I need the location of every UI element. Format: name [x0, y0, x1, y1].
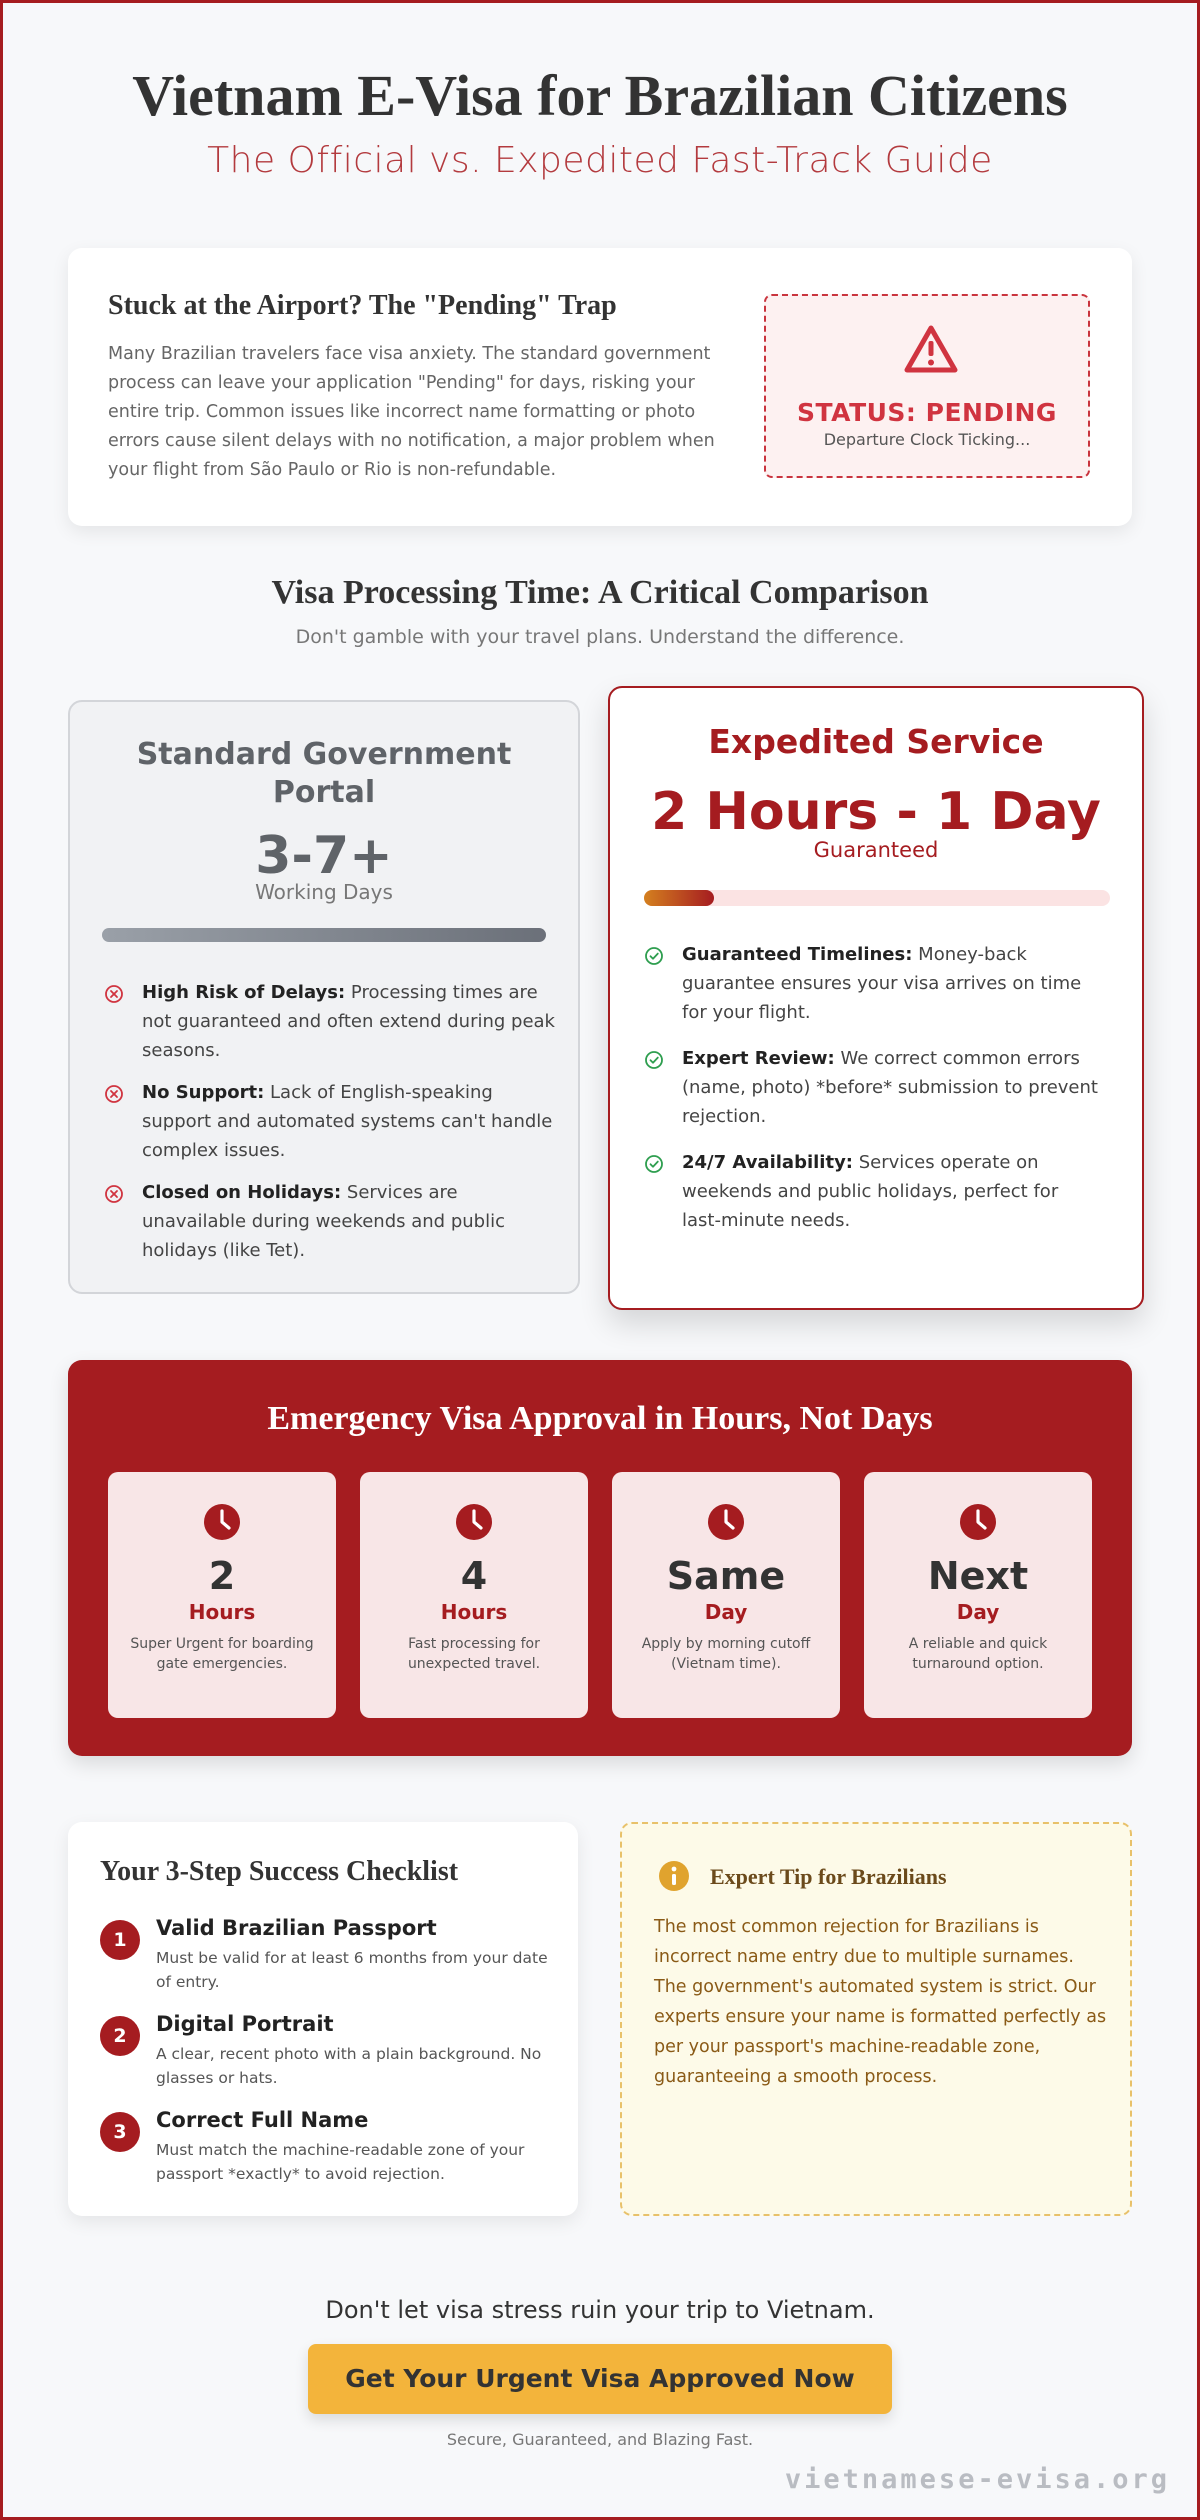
- expedited-item-bold: 24/7 Availability:: [682, 1152, 853, 1173]
- check-circle-icon: [644, 946, 664, 966]
- pending-trap-card: [68, 248, 1132, 526]
- timing-tile: [108, 1472, 336, 1718]
- tile-description: A reliable and quick turnaround option.: [908, 1636, 1048, 1672]
- clock-icon: [202, 1502, 242, 1542]
- tile-number: Same: [666, 1554, 786, 1598]
- tile-label: Hours: [188, 1600, 256, 1624]
- timing-tile: [612, 1472, 840, 1718]
- standard-item-text: Services are unavailable during weekends and public holidays (like Tet).: [142, 1182, 505, 1261]
- emergency-title: Emergency Visa Approval in Hours, Not Days: [267, 1400, 933, 1437]
- expedited-item-text: Services operate on weekends and public holidays, perfect for last-minute needs.: [682, 1152, 1059, 1231]
- expedited-item-bold: Guaranteed Timelines:: [682, 944, 913, 965]
- step-title: Digital Portrait: [156, 2012, 334, 2036]
- comparison-title: Visa Processing Time: A Critical Comparison: [271, 574, 929, 611]
- expedited-item-bold: Expert Review:: [682, 1048, 835, 1069]
- step-number-badge: 3: [100, 2112, 140, 2152]
- clock-icon: [706, 1502, 746, 1542]
- standard-item-bold: High Risk of Delays:: [142, 982, 346, 1003]
- expedited-title: Expedited Service: [708, 722, 1044, 761]
- trap-title: Stuck at the Airport? The "Pending" Trap: [108, 290, 617, 321]
- tile-description: Super Urgent for boarding gate emergencies.: [130, 1636, 314, 1672]
- brand-watermark: vietnamese-evisa.org: [784, 2464, 1170, 2495]
- standard-item-bold: Closed on Holidays:: [142, 1182, 342, 1203]
- standard-item-bold: No Support:: [142, 1082, 265, 1103]
- tile-description: Apply by morning cutoff (Vietnam time).: [641, 1636, 811, 1672]
- tile-description: Fast processing for unexpected travel.: [407, 1636, 541, 1672]
- standard-item-text: Lack of English-speaking support and automated systems can't handle complex issues.: [142, 1082, 553, 1161]
- clock-icon: [454, 1502, 494, 1542]
- expedited-unit: Guaranteed: [813, 838, 939, 862]
- step-description: Must be valid for at least 6 months from your date of entry.: [156, 1949, 548, 1991]
- clock-icon: [958, 1502, 998, 1542]
- expedited-time: 2 Hours - 1 Day: [651, 782, 1101, 842]
- timing-tile: [864, 1472, 1092, 1718]
- standard-progress-bar: [102, 928, 546, 942]
- tile-label: Day: [956, 1600, 1000, 1624]
- get-urgent-visa-button[interactable]: Get Your Urgent Visa Approved Now: [308, 2344, 892, 2414]
- emergency-approval-section: [68, 1360, 1132, 1756]
- tile-number: 2: [208, 1554, 236, 1598]
- check-circle-icon: [644, 1154, 664, 1174]
- standard-portal-card: [68, 700, 580, 1294]
- timing-tile: [360, 1472, 588, 1718]
- expedited-item-text: We correct common errors (name, photo) *before* submission to prevent rejection.: [682, 1048, 1098, 1127]
- tip-title: Expert Tip for Brazilians: [710, 1864, 947, 1889]
- departure-clock-note: Departure Clock Ticking...: [823, 430, 1031, 449]
- cta-note: Secure, Guaranteed, and Blazing Fast.: [446, 2430, 754, 2449]
- standard-unit: Working Days: [255, 880, 393, 904]
- step-title: Valid Brazilian Passport: [156, 1916, 437, 1940]
- standard-time: 3-7+: [255, 826, 393, 886]
- step-number-badge: 1: [100, 1920, 140, 1960]
- expedited-progress-fill: [644, 890, 714, 906]
- tip-body: The most common rejection for Brazilians is incorrect name entry due to multiple surnames. The government's automated system is strict. Our experts ensure your name is formatted perfectly as per your passport's machine-readable zone, guaranteeing a smooth process.: [654, 1917, 1107, 2087]
- x-circle-icon: [104, 1084, 124, 1104]
- tile-number: 4: [460, 1554, 488, 1598]
- x-circle-icon: [104, 1184, 124, 1204]
- trap-body: Many Brazilian travelers face visa anxiety. The standard government process can leave your application "Pending" for days, risking your entire trip. Common issues like incorrect name formatting or photo errors cause silent delays with no notification, a major problem when your flight from São Paulo or Rio is non-refundable.: [108, 344, 715, 480]
- page-subtitle: The Official vs. Expedited Fast-Track Guide: [207, 140, 993, 181]
- warning-triangle-icon: [904, 324, 958, 374]
- standard-item-text: Processing times are not guaranteed and often extend during peak seasons.: [142, 982, 555, 1061]
- step-title: Correct Full Name: [156, 2108, 369, 2132]
- check-circle-icon: [644, 1050, 664, 1070]
- info-icon: [658, 1860, 690, 1892]
- status-pending-label: STATUS: PENDING: [797, 398, 1057, 427]
- step-description: A clear, recent photo with a plain background. No glasses or hats.: [156, 2045, 542, 2087]
- expert-tip-card: [620, 1822, 1132, 2216]
- expedited-service-card: [608, 686, 1144, 1310]
- tile-number: Next: [927, 1554, 1029, 1598]
- cta-lead-text: Don't let visa stress ruin your trip to Vietnam.: [325, 2296, 875, 2324]
- tile-label: Day: [704, 1600, 748, 1624]
- standard-title: Standard Government Portal: [136, 737, 512, 810]
- x-circle-icon: [104, 984, 124, 1004]
- step-description: Must match the machine-readable zone of your passport *exactly* to avoid rejection.: [156, 2141, 525, 2183]
- expedited-progress-track: [644, 890, 1110, 906]
- tile-label: Hours: [440, 1600, 508, 1624]
- pending-status-box: [764, 294, 1090, 478]
- page-title: Vietnam E-Visa for Brazilian Citizens: [132, 63, 1068, 128]
- comparison-subtitle: Don't gamble with your travel plans. Understand the difference.: [295, 626, 905, 648]
- expedited-item-text: Money-back guarantee ensures your visa arrives on time for your flight.: [682, 944, 1082, 1023]
- success-checklist-card: [68, 1822, 578, 2216]
- step-number-badge: 2: [100, 2016, 140, 2056]
- checklist-title: Your 3-Step Success Checklist: [100, 1856, 459, 1887]
